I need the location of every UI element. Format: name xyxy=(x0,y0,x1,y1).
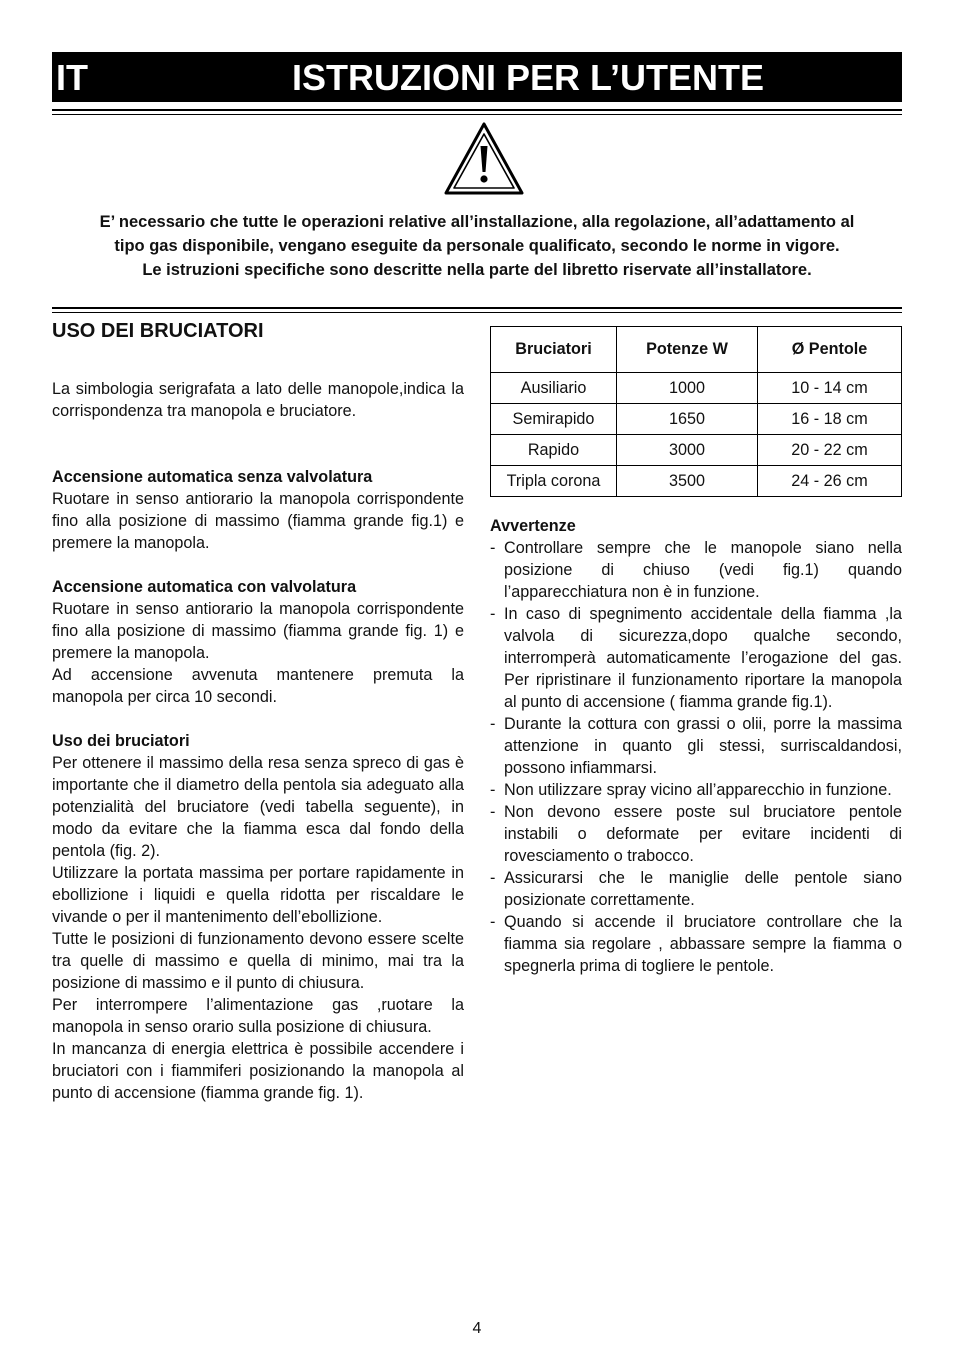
table-header-cell: Bruciatori xyxy=(491,327,617,373)
table-cell: Rapido xyxy=(491,435,617,466)
section-title: USO DEI BRUCIATORI xyxy=(52,320,264,342)
table-cell: 10 - 14 cm xyxy=(758,373,902,404)
list-item xyxy=(490,801,902,867)
table-row xyxy=(491,404,902,435)
paragraph: Tutte le posizioni di funzionamento devono essere scelte tra quelle di massimo e quella di minimo, mai tra la posizione di massimo e il punto di chiusura. xyxy=(52,930,464,992)
list-item xyxy=(490,713,902,779)
list-item xyxy=(490,867,902,911)
paragraph: Ruotare in senso antiorario la manopola corrispondente fino alla posizione di massimo (fiamma grande fig.1) e premere la manopola. xyxy=(52,490,464,552)
dash-marker: - xyxy=(490,803,496,821)
warnings-block xyxy=(490,515,902,977)
table-cell: 24 - 26 cm xyxy=(758,466,902,497)
warnings-title: Avvertenze xyxy=(490,517,576,535)
list-item xyxy=(490,537,902,603)
subheading-auto-no-valve: Accensione automatica senza valvolatura xyxy=(52,468,373,486)
table-header-row xyxy=(491,327,902,373)
header-bar xyxy=(52,52,902,102)
paragraph: Per ottenere il massimo della resa senza spreco di gas è importante che il diametro della pentola sia adeguato alla potenzialità del bruciatore (vedi tabella seguente), in modo da evitare che la fiamma esca dal fondo della pentola (fig. 2). xyxy=(52,754,464,860)
dash-marker: - xyxy=(490,539,496,557)
list-item-text: In caso di spegnimento accidentale della fiamma ,la valvola di sicurezza,dopo qualche secondo, interromperà automaticamente l’erogazione del gas. Per ripristinare il funzionamento riportare la manopola al punto di accensione ( fiamma grande fig.1). xyxy=(504,605,902,711)
notice-line: E’ necessario che tutte le operazioni relative all’installazione, alla regolazione, all’adattamento al xyxy=(99,213,855,231)
header-rule xyxy=(52,109,902,111)
list-item xyxy=(490,779,902,801)
list-item-text: Controllare sempre che le manopole siano nella posizione di chiuso (vedi fig.1) quando l’apparecchiatura non è in funzione. xyxy=(504,539,902,601)
paragraph: Ruotare in senso antiorario la manopola corrispondente fino alla posizione di massimo (fiamma grande fig. 1) e premere la manopola. xyxy=(52,600,464,662)
table-header-cell: Potenze W xyxy=(617,327,758,373)
table-row xyxy=(491,435,902,466)
dash-marker: - xyxy=(490,913,496,931)
notice-line: tipo gas disponibile, vengano eseguite da personale qualificato, secondo le norme in vigore. xyxy=(114,237,840,255)
language-code: IT xyxy=(56,57,88,98)
header-rule-thin xyxy=(52,114,902,115)
notice-line: Le istruzioni specifiche sono descritte nella parte del libretto riservate all’installatore. xyxy=(142,261,812,279)
warnings-list xyxy=(490,537,902,977)
page-number: 4 xyxy=(472,1320,482,1337)
table-cell: 1000 xyxy=(617,373,758,404)
table-cell: Semirapido xyxy=(491,404,617,435)
list-item-text: Non devono essere poste sul bruciatore pentole instabili o deformate per evitare incidenti di rovesciamento o trabocco. xyxy=(504,803,902,865)
qualified-personnel-notice xyxy=(52,210,902,282)
paragraph: Ad accensione avvenuta mantenere premuta la manopola per circa 10 secondi. xyxy=(52,666,464,706)
dash-marker: - xyxy=(490,605,496,623)
table-row xyxy=(491,466,902,497)
table-cell: 1650 xyxy=(617,404,758,435)
list-item-text: Assicurarsi che le maniglie delle pentole siano posizionate correttamente. xyxy=(504,869,902,909)
list-item xyxy=(490,911,902,977)
dash-marker: - xyxy=(490,781,496,799)
left-column xyxy=(52,378,464,1104)
table-cell: Tripla corona xyxy=(491,466,617,497)
table-header-cell: Ø Pentole xyxy=(758,327,902,373)
table-cell: 3500 xyxy=(617,466,758,497)
paragraph: Utilizzare la portata massima per portare rapidamente in ebollizione i liquidi e quella ridotta per riscaldare le vivande o per il mantenimento dell’ebollizione. xyxy=(52,864,464,926)
table-row xyxy=(491,373,902,404)
list-item-text: Non utilizzare spray vicino all’apparecchio in funzione. xyxy=(504,781,892,799)
paragraph: Per interrompere l’alimentazione gas ,ruotare la manopola in senso orario sulla posizione di chiusura. xyxy=(52,996,464,1036)
table-cell: 16 - 18 cm xyxy=(758,404,902,435)
table-cell: Ausiliario xyxy=(491,373,617,404)
intro-paragraph: La simbologia serigrafata a lato delle manopole,indica la corrispondenza tra manopola e bruciatore. xyxy=(52,380,464,420)
subheading-auto-valve: Accensione automatica con valvolatura xyxy=(52,578,357,596)
subheading-usage: Uso dei bruciatori xyxy=(52,732,190,750)
burner-table xyxy=(490,326,902,497)
right-column xyxy=(490,326,902,977)
section-rule xyxy=(52,307,902,309)
dash-marker: - xyxy=(490,869,496,887)
list-item-text: Durante la cottura con grassi o olii, porre la massima attenzione in quanto gli stessi, surriscaldandosi, possono infiammarsi. xyxy=(504,715,902,777)
dash-marker: - xyxy=(490,715,496,733)
section-rule-thin xyxy=(52,312,902,313)
list-item xyxy=(490,603,902,713)
list-item-text: Quando si accende il bruciatore controllare che la fiamma sia regolare , abbassare sempre la fiamma o spegnerla prima di togliere le pentole. xyxy=(504,913,902,975)
table-cell: 3000 xyxy=(617,435,758,466)
page-title: ISTRUZIONI PER L’UTENTE xyxy=(292,57,765,98)
table-cell: 20 - 22 cm xyxy=(758,435,902,466)
paragraph: In mancanza di energia elettrica è possibile accendere i bruciatori con i fiammiferi posizionando la manopola al punto di accensione (fiamma grande fig. 1). xyxy=(52,1040,464,1102)
warning-triangle-icon xyxy=(444,122,524,196)
